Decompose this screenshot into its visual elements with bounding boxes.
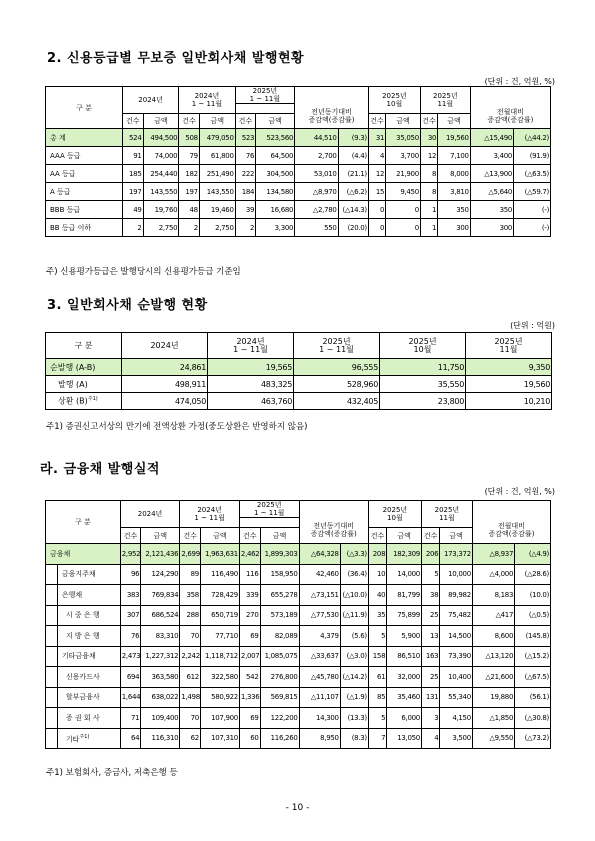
cell-mom_a: 350 <box>470 201 513 219</box>
cell-c10: 158 <box>368 646 386 667</box>
cell-yoy_r: (△3.3) <box>340 544 368 565</box>
cell-c24p: 70 <box>180 708 201 729</box>
cell-a10: 3,700 <box>386 147 421 165</box>
cell-c11: 1 <box>420 219 437 237</box>
cell-a10: 81,799 <box>387 585 422 606</box>
cell-yoy_r: (△10.0) <box>340 585 368 606</box>
section3-title: 라. 금융채 발행실적 <box>40 462 160 477</box>
cell-c24: 694 <box>120 667 141 688</box>
col-2025p: 2025년 1 ~ 11월 <box>235 87 295 104</box>
cell-c11: 12 <box>420 147 437 165</box>
cell-yoy_a: △64,328 <box>299 544 340 565</box>
credit-rating-table: 구 분 2024년 2024년 1 ~ 11월 2025년 1 ~ 11월 2025년 10월 2025년 11월 전년동기대비 증감액(증감률) 전월대비 증감액(증감률) 건수 금액 건수 금액 건수 금액 건수 금액 건수 금액 총 계 524 494,500 508 479,050 523 523,560 44,510 (9.3) 31 35,050 30 19,560 △15,490 (△44.2) AAA 등급 91 74,000 79 61,800 76 64,500 2,700 (4.4) 4 3,700 12 7,100 3,400 (91.9) AA 등급 185 254,440 182 251,490 222 304,500 53,010 (21.1) 12 21,900 8 8,000 △13,900 (△63.5) A 등급 197 143,550 197 143,550 184 134,580 △8,970 (△6.2) 15 9,450 8 3,810 △5,640 (△59.7) BBB 등급 49 19,760 48 19,460 39 16,680 △2,780 (△14.3) 0 0 1 350 350 (-) BB 등급 이하 2 2,750 2 2,750 2 3,300 550 (20.0) 0 0 1 300 300 (-) <box>45 86 551 237</box>
cell-a11: 55,340 <box>440 687 473 708</box>
section1-unit: (단위 : 건, 억원, %) <box>484 77 555 86</box>
cell-v3: 96,555 <box>294 359 380 376</box>
table-row <box>46 219 551 237</box>
cell-a25: 276,800 <box>260 667 299 688</box>
section2-note: 주1) 증권신고서상의 만기에 전액상환 가정(중도상환은 반영하지 않음) <box>46 422 308 432</box>
cell-v4: 23,800 <box>380 393 466 410</box>
col-2024: 2024년 <box>122 87 178 114</box>
row-label: 기타$^{주1)}$ <box>57 728 120 749</box>
section2-unit: (단위 : 억원) <box>510 321 555 330</box>
cell-c11: 25 <box>421 605 439 626</box>
section3-note: 주1) 보험회사, 증금사, 저축은행 등 <box>46 768 178 778</box>
cell-a10: 35,050 <box>386 129 421 147</box>
cell-c10: 7 <box>368 728 386 749</box>
cell-c10: 4 <box>368 147 385 165</box>
cell-mom_r: (145.8) <box>515 626 551 647</box>
cell-yoy_a: 53,010 <box>295 165 338 183</box>
cell-yoy_r: (20.0) <box>338 219 368 237</box>
table-row <box>46 728 551 749</box>
cell-a10: 14,000 <box>387 564 422 585</box>
cell-c25: 69 <box>239 708 260 729</box>
cell-c25: 523 <box>235 129 256 147</box>
cell-mom_r: (91.9) <box>514 147 551 165</box>
cell-a24: 494,500 <box>143 129 179 147</box>
cell-a24p: 107,310 <box>200 728 239 749</box>
cell-yoy_a: △45,780 <box>299 667 340 688</box>
cell-yoy_r: (36.4) <box>340 564 368 585</box>
cell-c24: 185 <box>122 165 143 183</box>
cell-a11: 3,500 <box>440 728 473 749</box>
cell-c24p: 612 <box>180 667 201 688</box>
cell-mom_r: (△63.5) <box>514 165 551 183</box>
cell-a25: 116,260 <box>260 728 299 749</box>
row-label: 총 계 <box>46 129 123 147</box>
cell-a11: 7,100 <box>438 147 471 165</box>
cell-c24p: 48 <box>179 201 200 219</box>
cell-a24p: 2,750 <box>199 219 235 237</box>
cell-a25: 1,899,303 <box>260 544 299 565</box>
cell-c24: 307 <box>120 605 141 626</box>
col-mom: 전월대비 증감액(증감률) <box>470 104 550 129</box>
cell-a24p: 251,490 <box>199 165 235 183</box>
row-label: BBB 등급 <box>46 201 123 219</box>
cell-c25: 116 <box>239 564 260 585</box>
cell-a24: 124,290 <box>141 564 180 585</box>
cell-yoy_a: 42,460 <box>299 564 340 585</box>
cell-c11: 8 <box>420 183 437 201</box>
table-row <box>46 393 552 410</box>
cell-c25: 69 <box>239 626 260 647</box>
cell-a25: 523,560 <box>256 129 295 147</box>
cell-v4: 35,550 <box>380 376 466 393</box>
cell-a10: 9,450 <box>386 183 421 201</box>
cell-yoy_a: 550 <box>295 219 338 237</box>
cell-c10: 0 <box>368 219 385 237</box>
cell-c25: 2,007 <box>239 646 260 667</box>
cell-yoy_r: (9.3) <box>338 129 368 147</box>
cell-c24p: 358 <box>180 585 201 606</box>
cell-yoy_a: 4,379 <box>299 626 340 647</box>
col-m11: 2025년 11월 <box>420 87 470 114</box>
cell-v2: 483,325 <box>208 376 294 393</box>
cell-c10: 15 <box>368 183 385 201</box>
cell-yoy_a: △2,780 <box>295 201 338 219</box>
row-label: 순발행 (A-B) <box>46 359 122 376</box>
cell-a25: 122,200 <box>260 708 299 729</box>
cell-a25: 1,085,075 <box>260 646 299 667</box>
cell-c24: 383 <box>120 585 141 606</box>
cell-mom_r: (△59.7) <box>514 183 551 201</box>
table-row <box>46 359 552 376</box>
table-row <box>46 687 551 708</box>
cell-a11: 10,400 <box>440 667 473 688</box>
cell-a10: 86,510 <box>387 646 422 667</box>
cell-c25: 2 <box>235 219 256 237</box>
cell-c24p: 1,498 <box>180 687 201 708</box>
cell-a25: 134,580 <box>256 183 295 201</box>
cell-a24: 254,440 <box>143 165 179 183</box>
cell-c11: 8 <box>420 165 437 183</box>
cell-yoy_a: 44,510 <box>295 129 338 147</box>
cell-a24: 769,834 <box>141 585 180 606</box>
col-2024p: 2024년 1 ~ 11월 <box>179 87 235 114</box>
cell-c10: 5 <box>368 626 386 647</box>
cell-a24: 686,524 <box>141 605 180 626</box>
cell-a25: 569,815 <box>260 687 299 708</box>
row-label: 상환 $(B)^{주1)}$ <box>46 393 122 410</box>
cell-a25: 16,680 <box>256 201 295 219</box>
cell-c24: 2,952 <box>120 544 141 565</box>
cell-c24p: 70 <box>180 626 201 647</box>
cell-c10: 40 <box>368 585 386 606</box>
cell-c24p: 89 <box>180 564 201 585</box>
cell-mom_a: △4,000 <box>472 564 514 585</box>
cell-v5: 10,210 <box>466 393 552 410</box>
cell-c24p: 62 <box>180 728 201 749</box>
cell-a24p: 61,800 <box>199 147 235 165</box>
cell-mom_a: 300 <box>470 219 513 237</box>
row-label: A 등급 <box>46 183 123 201</box>
col-gubun: 구 분 <box>46 87 123 129</box>
cell-a11: 75,482 <box>440 605 473 626</box>
cell-mom_a: △9,550 <box>472 728 514 749</box>
cell-c11: 3 <box>421 708 439 729</box>
row-label: 금융채 <box>46 544 121 565</box>
cell-c11: 163 <box>421 646 439 667</box>
cell-a24: 1,227,312 <box>141 646 180 667</box>
cell-c10: 10 <box>368 564 386 585</box>
cell-yoy_r: (△14.2) <box>340 667 368 688</box>
cell-v3: 528,960 <box>294 376 380 393</box>
cell-yoy_r: (△3.0) <box>340 646 368 667</box>
section1-title: 2. 신용등급별 무보증 일반회사채 발행현황 <box>47 51 305 66</box>
row-label: AAA 등급 <box>46 147 123 165</box>
cell-a25: 304,500 <box>256 165 295 183</box>
cell-a24p: 479,050 <box>199 129 235 147</box>
cell-c24p: 2,242 <box>180 646 201 667</box>
cell-mom_a: △13,120 <box>472 646 514 667</box>
cell-mom_r: (△67.5) <box>515 667 551 688</box>
cell-a25: 655,278 <box>260 585 299 606</box>
cell-v2: 463,760 <box>208 393 294 410</box>
row-label: 지 방 은 행 <box>57 626 120 647</box>
cell-mom_a: 19,880 <box>472 687 514 708</box>
cell-c24: 96 <box>120 564 141 585</box>
cell-c24p: 79 <box>179 147 200 165</box>
cell-c24: 197 <box>122 183 143 201</box>
cell-c11: 131 <box>421 687 439 708</box>
cell-a24p: 77,710 <box>200 626 239 647</box>
row-label: 기타금융채 <box>57 646 120 667</box>
table-row <box>46 708 551 729</box>
cell-yoy_r: (13.3) <box>340 708 368 729</box>
cell-c24: 91 <box>122 147 143 165</box>
cell-c11: 4 <box>421 728 439 749</box>
table-row <box>46 129 551 147</box>
cell-mom_r: (△0.5) <box>515 605 551 626</box>
cell-c25: 184 <box>235 183 256 201</box>
cell-c25: 60 <box>239 728 260 749</box>
cell-a11: 19,560 <box>438 129 471 147</box>
cell-a11: 73,390 <box>440 646 473 667</box>
cell-yoy_r: (8.3) <box>340 728 368 749</box>
row-label: 신용카드사 <box>57 667 120 688</box>
section1-note: 주) 신용평가등급은 발행당시의 신용평가등급 기준임 <box>46 267 241 277</box>
cell-yoy_a: 2,700 <box>295 147 338 165</box>
cell-yoy_r: (△14.3) <box>338 201 368 219</box>
cell-a24p: 143,550 <box>199 183 235 201</box>
row-label: 은행채 <box>57 585 120 606</box>
cell-a24: 143,550 <box>143 183 179 201</box>
cell-c25: 39 <box>235 201 256 219</box>
cell-c24: 1,644 <box>120 687 141 708</box>
cell-a10: 32,000 <box>387 667 422 688</box>
page-number: - 10 - <box>285 803 310 813</box>
cell-a24: 109,400 <box>141 708 180 729</box>
cell-c11: 5 <box>421 564 439 585</box>
cell-yoy_a: △11,107 <box>299 687 340 708</box>
cell-a11: 4,150 <box>440 708 473 729</box>
cell-a11: 3,810 <box>438 183 471 201</box>
cell-mom_a: △417 <box>472 605 514 626</box>
cell-yoy_r: (5.6) <box>340 626 368 647</box>
cell-c24: 64 <box>120 728 141 749</box>
cell-yoy_a: 8,950 <box>299 728 340 749</box>
cell-c24: 71 <box>120 708 141 729</box>
cell-v1: 498,911 <box>122 376 208 393</box>
cell-a24p: 1,963,631 <box>200 544 239 565</box>
cell-v5: 9,350 <box>466 359 552 376</box>
cell-a10: 75,899 <box>387 605 422 626</box>
row-label: 시 중 은 행 <box>57 605 120 626</box>
cell-c11: 38 <box>421 585 439 606</box>
cell-c10: 61 <box>368 667 386 688</box>
cell-c25: 339 <box>239 585 260 606</box>
row-label: 금융지주채 <box>57 564 120 585</box>
cell-a24p: 322,580 <box>200 667 239 688</box>
cell-c24: 2 <box>122 219 143 237</box>
cell-a10: 0 <box>386 219 421 237</box>
cell-yoy_r: (21.1) <box>338 165 368 183</box>
cell-mom_r: (△28.6) <box>515 564 551 585</box>
cell-yoy_r: (4.4) <box>338 147 368 165</box>
cell-c25: 542 <box>239 667 260 688</box>
table-row <box>46 544 551 565</box>
cell-mom_a: △15,490 <box>470 129 513 147</box>
cell-c11: 30 <box>420 129 437 147</box>
cell-c24: 524 <box>122 129 143 147</box>
cell-a11: 173,372 <box>440 544 473 565</box>
cell-c24p: 182 <box>179 165 200 183</box>
cell-mom_r: (△30.8) <box>515 708 551 729</box>
cell-a11: 350 <box>438 201 471 219</box>
cell-a10: 21,900 <box>386 165 421 183</box>
table-row <box>46 165 551 183</box>
cell-yoy_a: △77,530 <box>299 605 340 626</box>
cell-v1: 474,050 <box>122 393 208 410</box>
cell-a24: 2,750 <box>143 219 179 237</box>
cell-c10: 31 <box>368 129 385 147</box>
cell-a10: 5,900 <box>387 626 422 647</box>
cell-mom_a: 8,183 <box>472 585 514 606</box>
cell-mom_r: (10.0) <box>515 585 551 606</box>
cell-mom_a: △13,900 <box>470 165 513 183</box>
cell-c24p: 2 <box>179 219 200 237</box>
cell-c10: 85 <box>368 687 386 708</box>
table-row <box>46 201 551 219</box>
cell-c10: 208 <box>368 544 386 565</box>
cell-mom_a: △8,937 <box>472 544 514 565</box>
cell-c24p: 2,699 <box>180 544 201 565</box>
row-label: 발행 (A) <box>46 376 122 393</box>
cell-c10: 0 <box>368 201 385 219</box>
cell-yoy_a: △73,151 <box>299 585 340 606</box>
cell-a25: 64,500 <box>256 147 295 165</box>
cell-a10: 13,050 <box>387 728 422 749</box>
cell-a24p: 580,922 <box>200 687 239 708</box>
cell-mom_r: (△44.2) <box>514 129 551 147</box>
cell-mom_a: 8,600 <box>472 626 514 647</box>
row-label: BB 등급 이하 <box>46 219 123 237</box>
cell-a11: 10,000 <box>440 564 473 585</box>
cell-yoy_a: 14,300 <box>299 708 340 729</box>
cell-mom_r: (-) <box>514 201 551 219</box>
row-label: 할부금융사 <box>57 687 120 708</box>
net-issuance-table: 구 분 2024년 2024년 1 ~ 11월 2025년 1 ~ 11월 2025년 10월 2025년 11월 순발행 (A-B) 24,861 19,565 96,555 11,750 9,350 발행 (A) 498,911 483,325 528,960 35,550 19,560 상환 $(B)^{주1)}$ 474,050 463,760 432,405 23,800 10,210 <box>45 332 552 410</box>
cell-a25: 3,300 <box>256 219 295 237</box>
cell-c10: 5 <box>368 708 386 729</box>
cell-mom_a: △1,850 <box>472 708 514 729</box>
cell-mom_a: △5,640 <box>470 183 513 201</box>
cell-c10: 35 <box>368 605 386 626</box>
table-row <box>46 564 551 585</box>
cell-a24: 116,310 <box>141 728 180 749</box>
table-row <box>46 183 551 201</box>
cell-mom_r: (△4.9) <box>515 544 551 565</box>
cell-v2: 19,565 <box>208 359 294 376</box>
cell-c11: 13 <box>421 626 439 647</box>
cell-c25: 222 <box>235 165 256 183</box>
cell-a24p: 107,900 <box>200 708 239 729</box>
cell-yoy_r: (△11.9) <box>340 605 368 626</box>
cell-mom_r: (56.1) <box>515 687 551 708</box>
table-row <box>46 626 551 647</box>
cell-a24p: 19,460 <box>199 201 235 219</box>
cell-c24: 49 <box>122 201 143 219</box>
cell-a24p: 650,719 <box>200 605 239 626</box>
cell-v5: 19,560 <box>466 376 552 393</box>
cell-a24p: 728,429 <box>200 585 239 606</box>
cell-a24: 19,760 <box>143 201 179 219</box>
cell-c24: 2,473 <box>120 646 141 667</box>
cell-a24p: 1,118,712 <box>200 646 239 667</box>
cell-a24: 363,580 <box>141 667 180 688</box>
cell-a24: 2,121,436 <box>141 544 180 565</box>
cell-c25: 2,462 <box>239 544 260 565</box>
cell-v4: 11,750 <box>380 359 466 376</box>
cell-mom_a: △21,600 <box>472 667 514 688</box>
cell-c11: 25 <box>421 667 439 688</box>
cell-a10: 6,000 <box>387 708 422 729</box>
cell-yoy_a: △33,637 <box>299 646 340 667</box>
cell-c25: 270 <box>239 605 260 626</box>
cell-a24p: 116,490 <box>200 564 239 585</box>
section2-title: 3. 일반회사채 순발행 현황 <box>47 298 208 313</box>
cell-a25: 573,189 <box>260 605 299 626</box>
cell-a11: 89,982 <box>440 585 473 606</box>
cell-mom_r: (△73.2) <box>515 728 551 749</box>
cell-a11: 300 <box>438 219 471 237</box>
cell-c24p: 288 <box>180 605 201 626</box>
cell-v3: 432,405 <box>294 393 380 410</box>
cell-a25: 82,089 <box>260 626 299 647</box>
financial-bond-table: 구 분 2024년 2024년 1 ~ 11월 2025년 1 ~ 11월 2025년 10월 2025년 11월 전년동기대비 증감액(증감률) 전월대비 증감액(증감률) 건수 금액 건수 금액 건수 금액 건수 금액 건수 금액 금융채 2,952 2,121,436 2,699 1,963,631 2,462 1,899,303 △64,328 (△3.3) 208 182,309 206 173,372 △8,937 (△4.9) 금융지주채 96 124,290 89 116,490 116 158,950 42,460 (36.4) 10 14,000 5 10,000 △4,000 (△28.6) 은행채 383 769,834 358 728,429 339 655,278 △73,151 (△10.0) 40 81,799 38 89,982 8,183 (10.0) 시 중 은 행 307 686,524 288 650,719 270 573,189 △77,530 (△11.9) 35 75,899 25 75,482 △417 (△0.5) 지 방 은 행 76 83,310 70 77,710 69 82,089 4,379 (5.6) 5 5,900 13 14,500 8,600 (145.8) 기타금융채 2,473 1,227,312 2,242 1,118,712 2,007 1,085,075 △33,637 (△3.0) 158 86,510 163 73,390 △13,120 (△15.2) 신용카드사 694 363,580 612 322,580 542 276,800 △45,780 (△14.2) 61 32,000 25 10,400 △21,600 (△67.5) 할부금융사 1,644 638,022 1,498 580,922 1,336 569,815 △11,107 (△1.9) 85 35,460 131 55,340 19,880 (56.1) 증 권 회 사 71 109,400 70 107,900 69 122,200 14,300 (13.3) 5 6,000 3 4,150 △1,850 (△30.8) 기타$^{주1)}$ 64 116,310 62 107,310 60 116,260 8,950 (8.3) 7 13,050 4 3,500 △9,550 (△73.2) <box>45 500 551 749</box>
table-row <box>46 376 552 393</box>
cell-yoy_r: (△1.9) <box>340 687 368 708</box>
table-row <box>46 147 551 165</box>
cell-a24: 83,310 <box>141 626 180 647</box>
table-row <box>46 667 551 688</box>
cell-mom_r: (-) <box>514 219 551 237</box>
col-yoy: 전년동기대비 증감액(증감률) <box>295 104 369 129</box>
cell-v1: 24,861 <box>122 359 208 376</box>
cell-c24: 76 <box>120 626 141 647</box>
cell-c24p: 508 <box>179 129 200 147</box>
cell-c25: 1,336 <box>239 687 260 708</box>
cell-a24: 74,000 <box>143 147 179 165</box>
cell-a11: 14,500 <box>440 626 473 647</box>
cell-yoy_a: △8,970 <box>295 183 338 201</box>
cell-mom_a: 3,400 <box>470 147 513 165</box>
cell-a10: 182,309 <box>387 544 422 565</box>
cell-c10: 12 <box>368 165 385 183</box>
section3-unit: (단위 : 건, 억원, %) <box>484 487 555 496</box>
cell-a25: 158,950 <box>260 564 299 585</box>
table-row <box>46 646 551 667</box>
table-row <box>46 585 551 606</box>
cell-c11: 206 <box>421 544 439 565</box>
cell-c11: 1 <box>420 201 437 219</box>
cell-mom_r: (△15.2) <box>515 646 551 667</box>
cell-c24p: 197 <box>179 183 200 201</box>
col-m10: 2025년 10월 <box>368 87 420 114</box>
cell-a10: 35,460 <box>387 687 422 708</box>
cell-c25: 76 <box>235 147 256 165</box>
cell-a24: 638,022 <box>141 687 180 708</box>
row-label: AA 등급 <box>46 165 123 183</box>
table-row <box>46 605 551 626</box>
cell-yoy_r: (△6.2) <box>338 183 368 201</box>
cell-a10: 0 <box>386 201 421 219</box>
row-label: 증 권 회 사 <box>57 708 120 729</box>
cell-a11: 8,000 <box>438 165 471 183</box>
